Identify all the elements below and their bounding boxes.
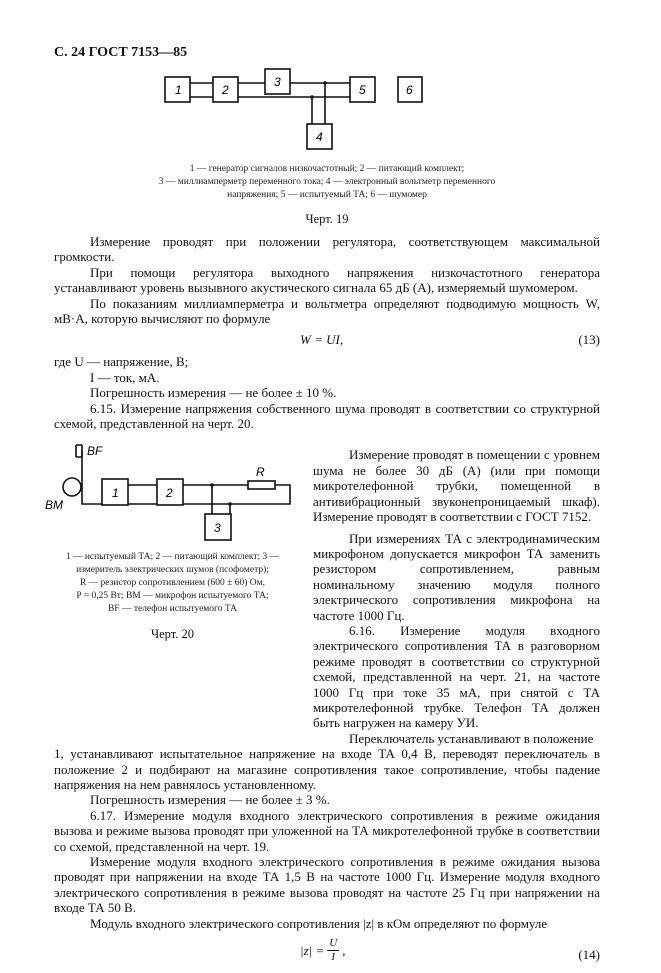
- equation-13: W = UI,: [300, 332, 344, 348]
- equation-13-number: (13): [578, 332, 600, 348]
- page-header: С. 24 ГОСТ 7153—85: [54, 45, 188, 60]
- svg-text:1: 1: [112, 486, 119, 501]
- figure-20: [40, 437, 305, 746]
- svg-text:R: R: [256, 465, 265, 480]
- svg-text:3: 3: [274, 75, 281, 89]
- figure-20-label: Черт. 20: [150, 627, 195, 642]
- paragraph: 6.17. Измерение модуля входного электрического сопротивления в режиме ожидания вызова и режиме вызова проводят при уложенной на ТА микротелефонной трубке в соответствии со схемой, представленной на черт. 19.: [54, 807, 600, 854]
- svg-text:6: 6: [406, 83, 413, 97]
- figure-19-label: Черт. 19: [305, 212, 349, 226]
- paragraph: Переключатель устанавливают в положение: [349, 730, 594, 746]
- equation-14-row: [54, 937, 600, 973]
- paragraph: 6.15. Измерение напряжения собственного шума проводят в соответствии со структурной схемой, представленной на черт. 20.: [54, 400, 600, 432]
- figure-19-diagram: [0, 61, 661, 157]
- paragraph: При измерениях ТА с электродинамическим микрофоном допускается микрофон ТА заменить резистором сопротивлением, равным номинальному значению модуля полного электрического сопротивления микрофона на частоте 1000 Гц.: [313, 530, 600, 623]
- paragraph: 6.16. Измерение модуля входного электрического сопротивления ТА в разговорном режиме проводят в соответствии со структурной схемой, представленной на черт. 21, на частоте 1000 Гц при токе 35 мА, при снятой с ТА микротелефонной трубке. Телефон ТА должен быть нагружен на камеру УИ.: [313, 622, 600, 731]
- paragraph: При помощи регулятора выходного напряжения низкочастотного генератора устанавливают уровень вызывного акустического сигнала 65 дБ (А), измеряемый шумомером.: [54, 264, 600, 296]
- svg-text:BF: BF: [87, 444, 103, 459]
- where-line: I — ток, мА.: [90, 369, 160, 385]
- equation-13-row: [54, 330, 600, 350]
- svg-text:4: 4: [316, 130, 323, 144]
- svg-text:5: 5: [359, 83, 366, 97]
- figure-20-diagram: [40, 437, 305, 547]
- figure-20-caption: 1 — испытуемый ТА; 2 — питающий комплект; 3 — измеритель электрических шумов (псофометр); R — резистор сопротивлением (600 ± 60) Ом, P = 0,25 Вт; BM — микрофон испытуемого ТА; BF — телефон испытуемого ТА: [65, 552, 280, 615]
- paragraph: Измерение модуля входного электрического сопротивления в режиме ожидания вызова проводят при напряжении на входе ТА 1,5 В на частоте 1000 Гц. Измерение модуля входного электрического сопротивления в режиме вызова проводят на частоте 25 Гц при напряжении на входе ТА 50 В.: [54, 854, 600, 916]
- paragraph: Модуль входного электрического сопротивления |z| в кОм определяют по формуле: [90, 915, 548, 931]
- microphone-bm-symbol: [63, 478, 81, 496]
- paragraph: 1, устанавливают испытательное напряжение на входе ТА 0,4 В, переводят переключатель в положение 2 и подбирают на магазине сопротивления такое сопротивление, чтобы падение напряжения на нем равнялось установленному.: [54, 746, 600, 792]
- equation-14-number: (14): [578, 947, 600, 963]
- where-line: где U — напряжение, В;: [54, 354, 189, 370]
- svg-text:BM: BM: [45, 498, 63, 513]
- paragraph: По показаниям миллиамперметра и вольтметра определяют подводимую мощность W, мВ·А, которую вычисляют по формуле: [54, 295, 600, 327]
- figure-19-caption: 1 — генератор сигналов низкочастотный; 2 — питающий комплект; 3 — миллиамперметр переменного тока; 4 — электронный вольтметр переменного напряжения; 5 — испытуемый ТА; 6 — шумомер: [158, 164, 496, 200]
- svg-text:2: 2: [166, 486, 173, 501]
- svg-text:1: 1: [175, 83, 182, 97]
- svg-text:2: 2: [222, 83, 229, 97]
- telephone-bf-symbol: [76, 445, 82, 457]
- paragraph: Погрешность измерения — не более ± 10 %.: [90, 385, 337, 401]
- equation-14: |z| = $\frac{U}{I}$ ,: [300, 937, 346, 964]
- paragraph: Измерение проводят в помещении с уровнем шума не более 30 дБ (А) (или при помощи микротелефонной трубки, помещенной в антивибрационный звуконепроницаемый шкаф). Измерение проводят в соответствии с ГОСТ 7152.: [313, 447, 600, 525]
- paragraph: Измерение проводят при положении регулятора, соответствующем максимальной громкости.: [54, 234, 600, 265]
- svg-text:3: 3: [214, 521, 221, 536]
- paragraph: Погрешность измерения — не более ± 3 %.: [90, 792, 330, 808]
- resistor-r: [248, 481, 275, 489]
